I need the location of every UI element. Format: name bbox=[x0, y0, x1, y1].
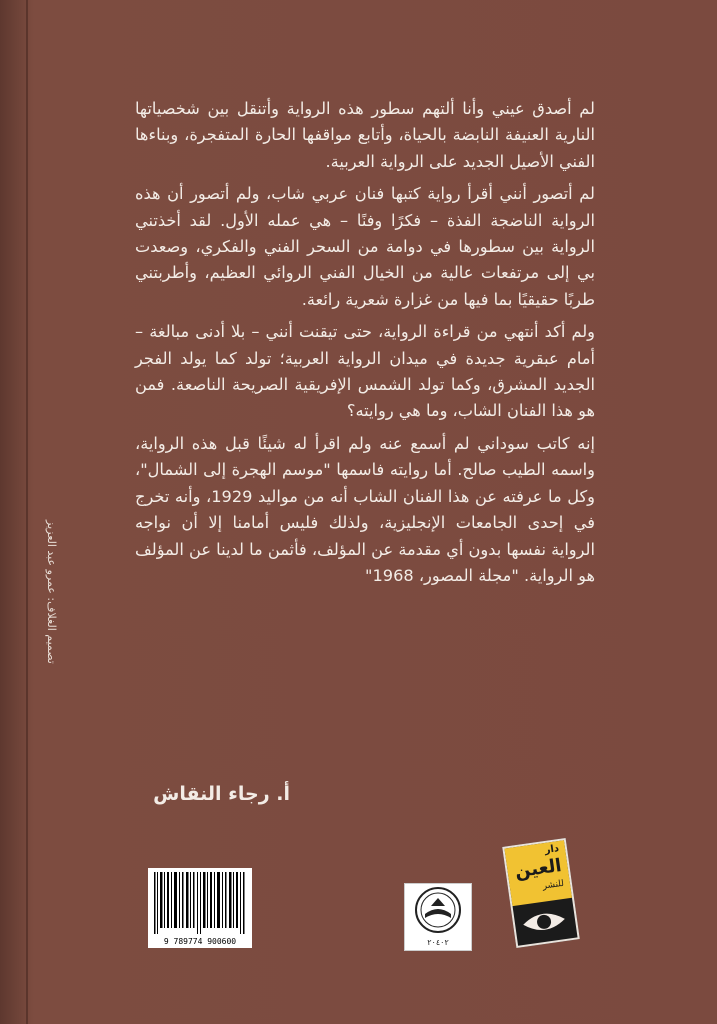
blurb-paragraph-1: لم أصدق عيني وأنا ألتهم سطور هذه الرواية وأتنقل بين شخصياتها النارية العنيفة النابضة بالحياة، وأتابع مواقفها الحارة المتفجرة، وبناءها الفني الأصيل الجديد على الرواية العربية. bbox=[135, 99, 595, 171]
seal-number: ٢٠٤٠٢ bbox=[427, 938, 449, 947]
eye-icon bbox=[520, 907, 569, 937]
book-seal-icon bbox=[405, 884, 471, 938]
publisher-seal bbox=[404, 883, 472, 951]
blurb-paragraph-4: إنه كاتب سوداني لم أسمع عنه ولم اقرأ له شيئًا قبل هذه الرواية، واسمه الطيب صالح. أما روايته فاسمها "موسم الهجرة إلى الشمال"، وكل ما عرفته عن هذا الفنان الشاب أنه من مواليد 1929، وأنه تخرج في إحدى الجامعات الإنجليزية، ولذلك فليس أمامنا إلا أن نواجه الرواية نفسها بدون أي مقدمة عن المؤلف، فأثمن ما لدينا عن المؤلف هو الرواية. "مجلة المصور، 1968" bbox=[135, 433, 595, 585]
logo-line-2: العين bbox=[513, 855, 563, 883]
blurb-paragraph-2: لم أتصور أنني أقرأ رواية كتبها فنان عربي شاب، ولم أتصور أن هذه الرواية الناضجة الفذة – فكرًا وفنًا – هي عمله الأول. لقد أخذتني الرواية بين سطورها في دوامة من السحر الفني والفكري، وصعدت بي إلى مرتفعات عالية من الخيال الفني الروائي العظيم، وأطربتني طربًا حقيقيًا بما فيها من غزارة شعرية رائعة. bbox=[135, 184, 595, 309]
logo-banner bbox=[504, 840, 571, 906]
author-signature: أ. رجاء النقاش bbox=[153, 783, 290, 805]
barcode-icon bbox=[152, 872, 248, 934]
barcode-number: 9 789774 900600 bbox=[163, 937, 237, 946]
design-credit: تصميم الغلاف: عمرو عبد العزيز bbox=[45, 520, 58, 664]
isbn-barcode bbox=[148, 868, 252, 948]
logo-line-1: دار bbox=[544, 843, 560, 857]
spine-fold bbox=[26, 0, 28, 1024]
blurb-paragraph-3: ولم أكد أنتهي من قراءة الرواية، حتى تيقنت أنني – بلا أدنى مبالغة – أمام عبقرية جديدة في ميدان الرواية العربية؛ تولد كما يولد الفجر الجديد المشرق، وكما تولد الشمس الإفريقية الصريحة الناصعة. فمن هو هذا الفنان الشاب، وما هي روايته؟ bbox=[135, 322, 595, 421]
logo-line-3: للنشر bbox=[542, 878, 565, 892]
publisher-logo bbox=[502, 838, 580, 948]
blurb-text bbox=[135, 96, 595, 595]
